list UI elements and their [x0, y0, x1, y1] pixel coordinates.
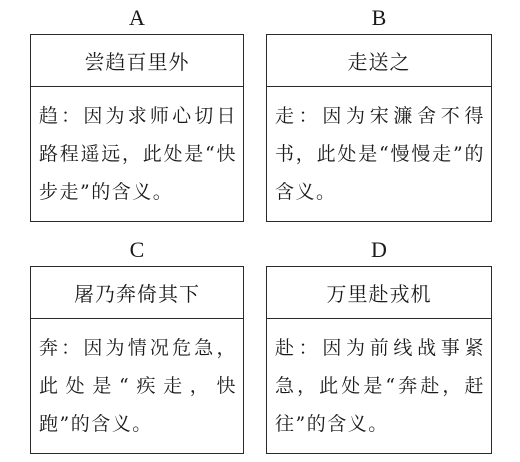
phrase-cell: 万里赴戎机 — [267, 267, 491, 319]
explanation-cell: 趋：因为求师心切日路程遥远，此处是“快步走”的含义。 — [39, 105, 237, 203]
explanation-cell: 赴：因为前线战事紧急，此处是“奔赴，赶往”的含义。 — [275, 337, 485, 435]
option-letter: C — [129, 237, 145, 262]
explanation-cell: 奔：因为情况危急，此处是“疾走，快跑”的含义。 — [39, 337, 237, 435]
option-letter: D — [371, 237, 387, 262]
option-card — [266, 266, 492, 454]
explanation-cell: 走：因为宋濂舍不得书，此处是“慢慢走”的含义。 — [275, 105, 485, 203]
phrase-cell: 屠乃奔倚其下 — [31, 267, 243, 319]
option-card — [30, 266, 244, 454]
phrase-cell: 走送之 — [267, 35, 491, 87]
option-card — [30, 34, 244, 222]
phrase-cell: 尝趋百里外 — [31, 35, 243, 87]
option-card — [266, 34, 492, 222]
option-letter: A — [129, 5, 145, 30]
option-letter: B — [371, 5, 387, 30]
